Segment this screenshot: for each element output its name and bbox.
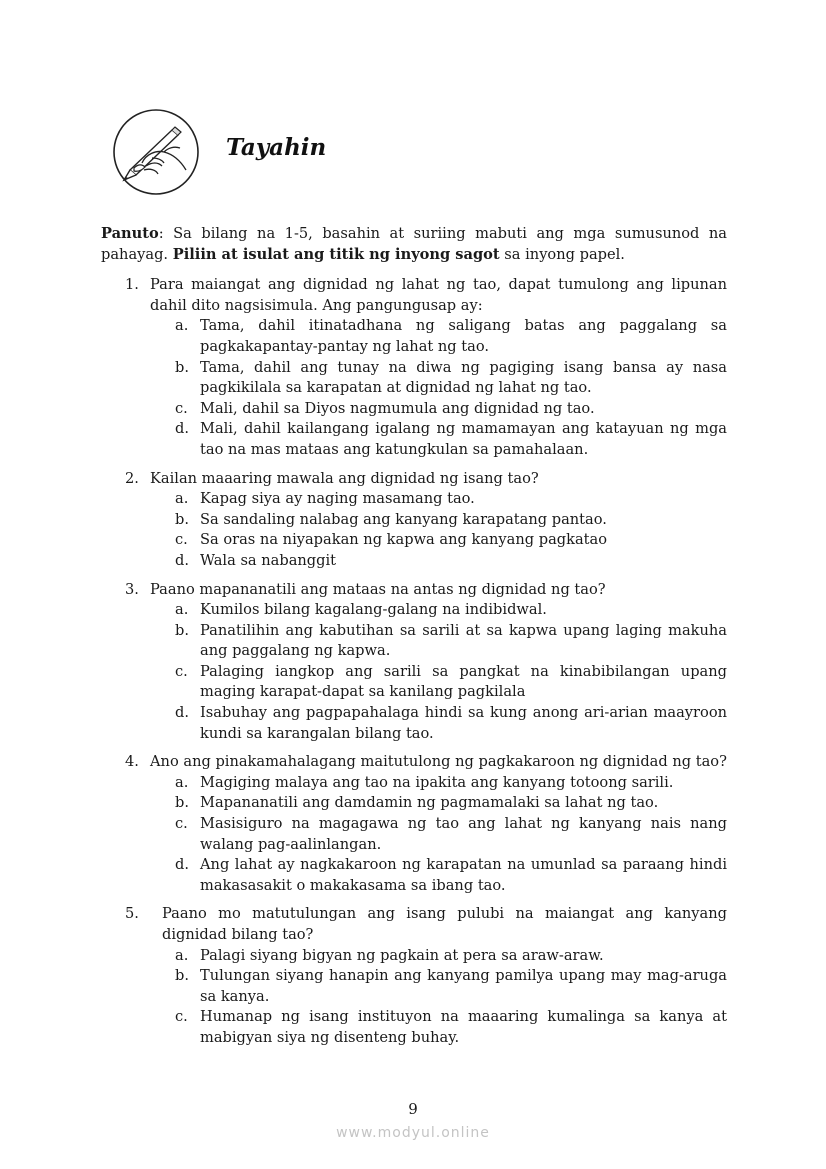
option-text: Mali, dahil kailangang igalang ng mamamayan ang katayuan ng mga tao na mas mataas ang katungkulan sa pamahalaan. (200, 420, 727, 458)
instructions-text: : Sa bilang na 1-5, basahin at suriing mabuti ang mga sumusunod na pahayag. (101, 225, 727, 263)
option-letter: a. (175, 773, 189, 791)
option-letter: c. (175, 531, 188, 549)
option (150, 551, 727, 572)
watermark: www.modyul.online (336, 1125, 490, 1141)
option-text: Wala sa nabanggit (200, 551, 337, 569)
page-number: 9 (408, 1100, 418, 1118)
option (150, 419, 727, 460)
option (150, 662, 727, 703)
question-number: 2. (125, 469, 139, 487)
option (150, 489, 727, 510)
option-text: Ang lahat ay nagkakaroon ng karapatan na umunlad sa paraang hindi makasasakit o makakasama sa ibang tao. (200, 856, 727, 894)
option-text: Palaging iangkop ang sarili sa pangkat na kinabibilangan upang maging karapat-dapat sa kanilang pagkilala (200, 662, 727, 701)
option (150, 316, 727, 357)
option-letter: c. (175, 1008, 188, 1026)
option-text: Sa oras na niyapakan ng kapwa ang kanyang pagkatao (200, 531, 608, 549)
hand-writing-icon (112, 108, 200, 196)
option (150, 855, 727, 896)
option-text: Tama, dahil itinatadhana ng saligang batas ang paggalang sa pagkakapantay-pantay ng lahat ng tao. (200, 317, 727, 355)
option-letter: b. (175, 794, 189, 812)
option (150, 600, 727, 621)
option-text: Isabuhay ang pagpapahalaga hindi sa kung anong ari-arian maayroon kundi sa karangalan bilang tao. (200, 704, 727, 742)
option-letter: c. (175, 399, 188, 417)
question-text: Para maiangat ang dignidad ng lahat ng tao, dapat tumulong ang lipunan dahil dito nagsisimula. Ang pangungusap ay: (150, 276, 727, 314)
option-text: Palagi siyang bigyan ng pagkain at pera sa araw-araw. (200, 946, 604, 964)
option (150, 621, 727, 662)
instructions-end: sa inyong papel. (499, 245, 625, 263)
option-letter: a. (175, 601, 189, 619)
option-text: Sa sandaling nalabag ang kanyang karapatang pantao. (200, 510, 607, 528)
option-letter: d. (175, 704, 189, 722)
question-4 (101, 752, 727, 896)
question-number: 5. (125, 905, 139, 923)
option (150, 703, 727, 744)
option-text: Humanap ng isang instituyon na maaaring kumalinga sa kanya at mabigyan siya ng disenteng buhay. (200, 1008, 727, 1046)
option-text: Tama, dahil ang tunay na diwa ng pagiging isang bansa ay nasa pagkikilala sa karapatan at dignidad ng lahat ng tao. (200, 358, 727, 397)
option-letter: b. (175, 510, 189, 528)
option-text: Tulungan siyang hanapin ang kanyang pamilya upang may mag-aruga sa kanya. (200, 967, 727, 1005)
option-letter: b. (175, 621, 189, 639)
option-letter: a. (175, 490, 189, 508)
instructions (101, 224, 727, 265)
option (150, 793, 727, 814)
option (150, 773, 727, 794)
question-number: 4. (125, 753, 139, 771)
option-letter: b. (175, 967, 189, 985)
option (162, 966, 727, 1007)
question-text: Paano mo matutulungan ang isang pulubi na maiangat ang kanyang dignidad bilang tao? (162, 905, 727, 943)
option-text: Masisiguro na magagawa ng tao ang lahat ng kanyang nais nang walang pag-aalinlangan. (200, 815, 727, 853)
option-text: Mali, dahil sa Diyos nagmumula ang dignidad ng tao. (200, 399, 595, 417)
question-text: Ano ang pinakamahalagang maitutulong ng pagkakaroon ng dignidad ng tao? (150, 753, 727, 771)
option-letter: c. (175, 815, 188, 833)
option (150, 510, 727, 531)
option-letter: d. (175, 551, 189, 569)
option-text: Kumilos bilang kagalang-galang na indibidwal. (200, 601, 547, 619)
option-letter: a. (175, 946, 189, 964)
option-letter: a. (175, 317, 189, 335)
option-letter: d. (175, 420, 189, 438)
question-number: 3. (125, 580, 139, 598)
option (162, 1007, 727, 1048)
question-number: 1. (125, 276, 139, 294)
option (150, 814, 727, 855)
question-2 (101, 469, 727, 572)
option-letter: d. (175, 856, 189, 874)
page-title: Tayahin (226, 134, 327, 161)
option-text: Magiging malaya ang tao na ipakita ang kanyang totoong sarili. (200, 773, 674, 791)
quiz-content (101, 224, 727, 1057)
question-text: Kailan maaaring mawala ang dignidad ng isang tao? (150, 469, 539, 487)
option (150, 358, 727, 399)
question-text: Paano mapananatili ang mataas na antas ng dignidad ng tao? (150, 580, 606, 598)
instructions-bold: Piliin at isulat ang titik ng inyong sagot (172, 245, 500, 263)
question-3 (101, 580, 727, 745)
question-5 (101, 904, 727, 1048)
option-text: Panatilihin ang kabutihan sa sarili at sa kapwa upang laging makuha ang paggalang ng kapwa. (200, 621, 727, 660)
option (150, 399, 727, 420)
instructions-label: Panuto (101, 225, 159, 242)
option (150, 530, 727, 551)
option-letter: b. (175, 358, 189, 376)
option-text: Mapananatili ang damdamin ng pagmamalaki sa lahat ng tao. (200, 794, 659, 812)
option-letter: c. (175, 662, 188, 680)
option (162, 946, 727, 967)
option-text: Kapag siya ay naging masamang tao. (200, 490, 475, 508)
question-1 (101, 275, 727, 460)
